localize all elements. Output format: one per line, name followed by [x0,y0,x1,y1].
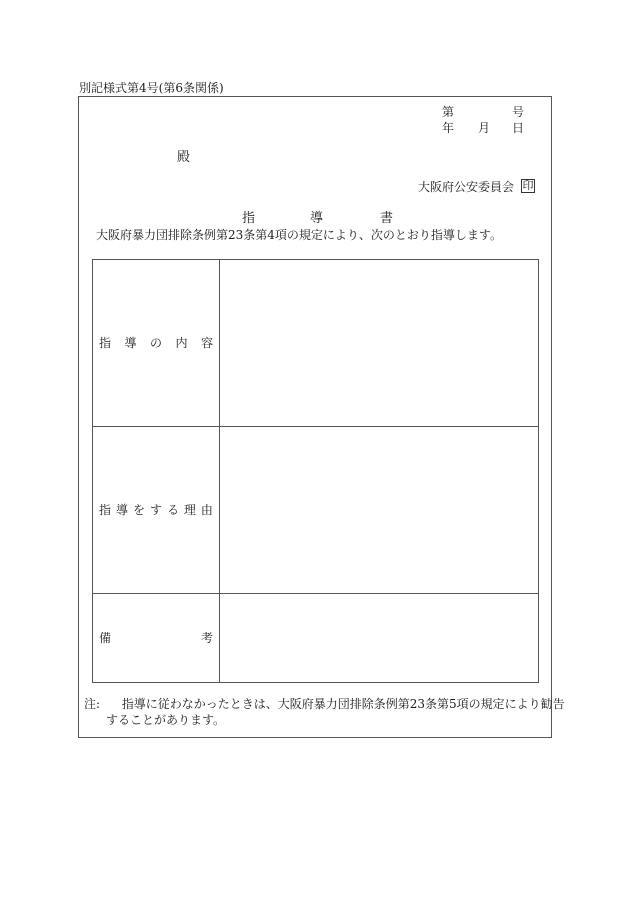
label-char: 内 [175,336,188,350]
label-char: の [149,336,162,350]
intro-text: 大阪府暴力団排除条例第23条第4項の規定により、次のとおり指導します。 [96,228,502,242]
number-suffix: 号 [512,105,525,119]
form-label: 別記様式第4号(第6条関係) [79,81,224,95]
title-char-3: 書 [380,211,394,226]
note-line-1 [84,696,565,712]
row-divider [93,426,538,427]
row-label-content [99,336,213,350]
label-char: 導 [115,503,128,517]
date-month: 月 [478,121,491,135]
note-prefix: 注: [84,697,101,711]
column-divider [219,260,220,682]
row-label-reason [99,503,213,517]
row-divider [93,593,538,594]
label-char: 導 [124,336,137,350]
title-char-1: 指 [242,211,256,226]
label-char: す [149,503,162,517]
label-char: る [166,503,179,517]
issuer-name: 大阪府公安委員会 [418,180,515,194]
addressee-suffix: 殿 [177,150,191,165]
seal-mark: 印 [522,179,534,192]
note-text-2: することがあります。 [106,713,226,727]
label-char: 由 [200,503,213,517]
note-text-1: 指導に従わなかったときは、大阪府暴力団排除条例第23条第5項の規定により勧告 [121,697,565,711]
guidance-table [92,259,539,683]
label-char: 理 [183,503,196,517]
title-char-2: 導 [310,211,324,226]
label-char: を [132,503,145,517]
label-char: 指 [99,336,112,350]
label-char: 備 [99,631,112,645]
label-char: 考 [200,631,213,645]
label-char: 容 [200,336,213,350]
label-char: 指 [99,503,112,517]
row-label-remarks [99,631,213,645]
date-year: 年 [442,121,455,135]
number-prefix: 第 [442,105,455,119]
date-day: 日 [512,121,525,135]
